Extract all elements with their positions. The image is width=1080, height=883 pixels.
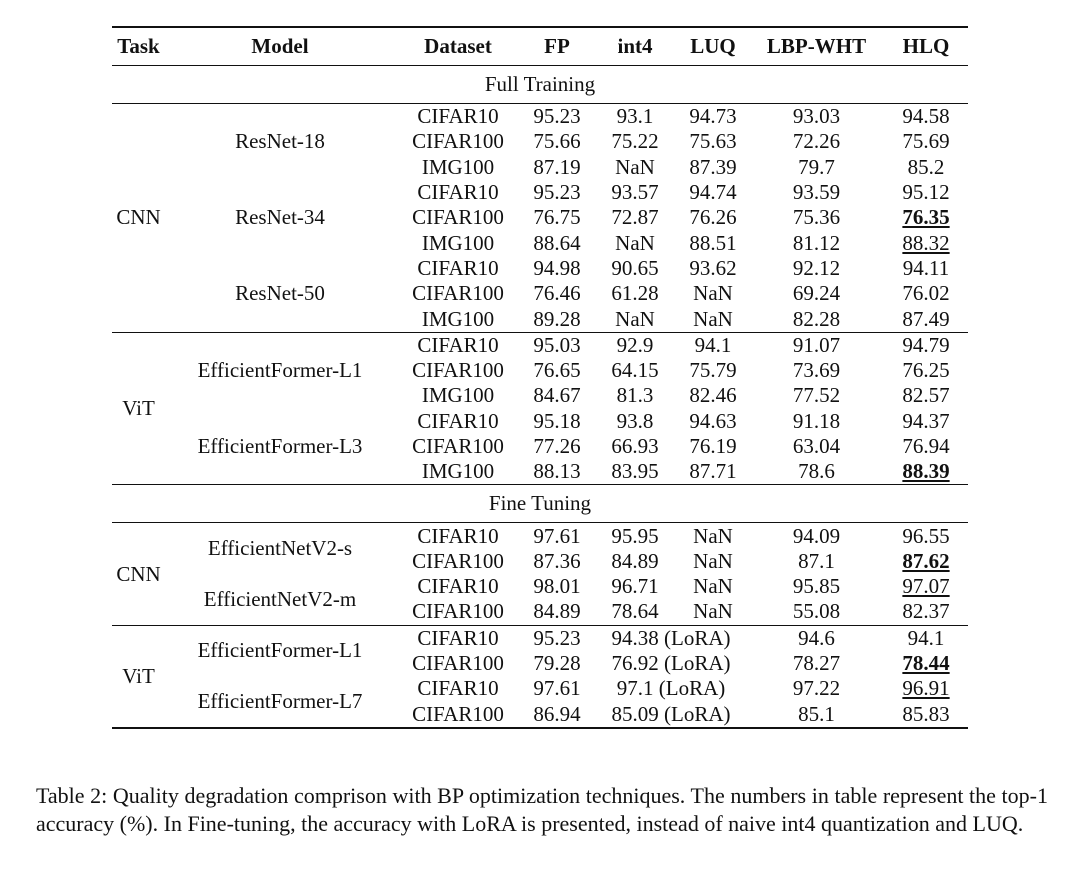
int4-luq-cell: 85.09 (LoRA) (611, 701, 731, 726)
task-cell: CNN (116, 561, 161, 586)
hlq-cell: 76.35 (902, 205, 950, 230)
luq-cell: NaN (693, 599, 733, 624)
hlq-cell: 96.55 (902, 523, 950, 548)
int4-cell: 78.64 (611, 599, 659, 624)
hlq-cell: 94.11 (902, 255, 950, 280)
table-row (112, 332, 968, 358)
model-cell: EfficientNetV2-s (207, 536, 353, 561)
lbp-wht-cell: 91.07 (792, 332, 841, 357)
fp-cell: 89.28 (533, 306, 581, 331)
section-row (112, 485, 968, 523)
fp-cell: 97.61 (533, 523, 581, 548)
header-int4: int4 (617, 34, 653, 58)
table-row (112, 574, 968, 599)
int4-luq-cell: 97.1 (LoRA) (616, 676, 726, 701)
int4-cell: 64.15 (611, 358, 659, 383)
hlq-cell: 85.2 (907, 154, 945, 179)
fp-cell: 95.23 (533, 625, 581, 650)
dataset-cell: CIFAR10 (417, 574, 499, 599)
lbp-wht-cell: 72.26 (792, 129, 841, 154)
luq-cell: 93.62 (689, 255, 737, 280)
int4-cell: 75.22 (611, 129, 659, 154)
int4-cell: 93.57 (611, 180, 659, 205)
int4-cell: 72.87 (611, 205, 659, 230)
dataset-cell: CIFAR10 (417, 523, 499, 548)
lbp-wht-cell: 81.12 (792, 230, 841, 255)
int4-luq-cell: 76.92 (LoRA) (611, 651, 731, 676)
header-row (112, 27, 968, 66)
lbp-wht-cell: 77.52 (792, 383, 841, 408)
table-row (112, 676, 968, 701)
fp-cell: 88.64 (533, 230, 581, 255)
fp-cell: 95.18 (533, 408, 581, 433)
hlq-cell: 82.37 (902, 599, 950, 624)
fp-cell: 75.66 (533, 129, 581, 154)
dataset-cell: CIFAR100 (412, 548, 504, 573)
table-row (112, 180, 968, 205)
dataset-cell: CIFAR10 (417, 104, 499, 129)
luq-cell: 87.39 (689, 154, 737, 179)
lbp-wht-cell: 93.59 (792, 180, 841, 205)
dataset-cell: CIFAR10 (417, 255, 499, 280)
fp-cell: 97.61 (533, 676, 581, 701)
lbp-wht-cell: 95.85 (792, 574, 841, 599)
luq-cell: 76.26 (689, 205, 737, 230)
model-cell: EfficientFormer-L7 (197, 689, 363, 714)
header-task: Task (117, 34, 160, 58)
lbp-wht-cell: 82.28 (792, 306, 841, 331)
model-cell: ResNet-50 (235, 281, 325, 306)
table-row (112, 625, 968, 651)
luq-cell: 76.19 (689, 434, 737, 458)
fp-cell: 84.67 (533, 383, 581, 408)
model-cell: ResNet-18 (235, 129, 325, 154)
fp-cell: 87.19 (533, 154, 581, 179)
int4-cell: 84.89 (611, 548, 659, 573)
lbp-wht-cell: 94.09 (792, 523, 841, 548)
header-fp: FP (544, 34, 570, 58)
hlq-cell: 94.37 (902, 408, 950, 433)
dataset-cell: CIFAR100 (412, 205, 504, 230)
luq-cell: 94.74 (689, 180, 737, 205)
dataset-cell: CIFAR100 (412, 281, 504, 306)
hlq-cell: 76.02 (902, 281, 950, 306)
int4-cell: 95.95 (611, 523, 659, 548)
int4-cell: NaN (615, 154, 655, 179)
fp-cell: 95.23 (533, 180, 581, 205)
luq-cell: 87.71 (689, 459, 737, 484)
lbp-wht-cell: 92.12 (792, 255, 841, 280)
dataset-cell: CIFAR100 (412, 129, 504, 154)
lbp-wht-cell: 94.6 (798, 625, 835, 650)
table-row (112, 523, 968, 549)
fp-cell: 95.03 (533, 332, 581, 357)
dataset-cell: CIFAR10 (417, 180, 499, 205)
luq-cell: 82.46 (689, 383, 737, 408)
dataset-cell: CIFAR100 (412, 358, 504, 383)
task-cell: ViT (122, 396, 155, 421)
luq-cell: NaN (693, 523, 733, 548)
lbp-wht-cell: 55.08 (792, 599, 841, 624)
header-hlq: HLQ (902, 34, 950, 58)
lbp-wht-cell: 79.7 (798, 154, 835, 179)
header-model: Model (251, 34, 309, 58)
dataset-cell: CIFAR100 (412, 434, 504, 458)
int4-cell: 92.9 (616, 332, 654, 357)
model-cell: EfficientFormer-L1 (197, 638, 363, 663)
luq-cell: 75.63 (689, 129, 737, 154)
section-title: Fine Tuning (488, 491, 592, 516)
int4-cell: 90.65 (611, 255, 659, 280)
lbp-wht-cell: 63.04 (792, 434, 841, 458)
dataset-cell: CIFAR10 (417, 408, 499, 433)
lbp-wht-cell: 87.1 (798, 548, 835, 573)
fp-cell: 95.23 (533, 104, 581, 129)
fp-cell: 86.94 (533, 701, 581, 726)
table-header (112, 27, 968, 66)
hlq-cell: 85.83 (902, 701, 950, 726)
header-dataset: Dataset (424, 34, 492, 58)
dataset-cell: IMG100 (421, 230, 495, 255)
model-cell: EfficientFormer-L3 (197, 434, 363, 458)
hlq-cell: 87.49 (902, 306, 950, 331)
lbp-wht-cell: 73.69 (792, 358, 841, 383)
hlq-cell: 82.57 (902, 383, 950, 408)
hlq-cell: 94.79 (902, 332, 950, 357)
luq-cell: 88.51 (689, 230, 737, 255)
int4-cell: 93.1 (616, 104, 654, 129)
fp-cell: 76.65 (533, 358, 581, 383)
fp-cell: 94.98 (533, 255, 581, 280)
int4-cell: NaN (615, 306, 655, 331)
fp-cell: 88.13 (533, 459, 581, 484)
hlq-cell: 87.62 (902, 548, 950, 573)
dataset-cell: IMG100 (421, 154, 495, 179)
hlq-cell: 88.32 (902, 230, 950, 255)
lbp-wht-cell: 78.27 (792, 651, 841, 676)
dataset-cell: CIFAR100 (412, 599, 504, 624)
luq-cell: 94.63 (689, 408, 737, 433)
section-title: Full Training (484, 72, 596, 96)
int4-cell: 83.95 (611, 459, 659, 484)
dataset-cell: IMG100 (421, 459, 495, 484)
dataset-cell: IMG100 (421, 383, 495, 408)
int4-cell: 96.71 (611, 574, 659, 599)
fp-cell: 76.75 (533, 205, 581, 230)
hlq-cell: 96.91 (902, 676, 950, 701)
int4-luq-cell: 94.38 (LoRA) (611, 625, 731, 650)
table-row (112, 104, 968, 130)
table-row (112, 256, 968, 281)
dataset-cell: CIFAR10 (417, 625, 499, 650)
hlq-cell: 76.94 (902, 434, 950, 458)
lbp-wht-cell: 75.36 (792, 205, 841, 230)
fp-cell: 79.28 (533, 651, 581, 676)
luq-cell: 94.73 (689, 104, 737, 129)
hlq-cell: 95.12 (902, 180, 950, 205)
dataset-cell: IMG100 (421, 306, 495, 331)
dataset-cell: CIFAR100 (412, 701, 504, 726)
lbp-wht-cell: 91.18 (792, 408, 841, 433)
luq-cell: NaN (693, 281, 733, 306)
dataset-cell: CIFAR100 (412, 651, 504, 676)
hlq-cell: 78.44 (902, 651, 950, 676)
hlq-cell: 94.1 (907, 625, 945, 650)
model-cell: EfficientFormer-L1 (197, 358, 363, 383)
header-luq: LUQ (690, 34, 736, 58)
hlq-cell: 76.25 (902, 358, 950, 383)
luq-cell: 94.1 (694, 332, 732, 357)
lbp-wht-cell: 93.03 (792, 104, 841, 129)
luq-cell: NaN (693, 574, 733, 599)
fp-cell: 77.26 (533, 434, 581, 458)
int4-cell: NaN (615, 230, 655, 255)
lbp-wht-cell: 69.24 (792, 281, 841, 306)
table-row (112, 409, 968, 434)
lbp-wht-cell: 78.6 (798, 459, 835, 484)
task-cell: ViT (122, 663, 155, 688)
lbp-wht-cell: 85.1 (798, 701, 835, 726)
section-row (112, 66, 968, 104)
fp-cell: 98.01 (533, 574, 581, 599)
luq-cell: 75.79 (689, 358, 737, 383)
lbp-wht-cell: 97.22 (792, 676, 841, 701)
luq-cell: NaN (693, 306, 733, 331)
fp-cell: 84.89 (533, 599, 581, 624)
dataset-cell: CIFAR10 (417, 332, 499, 357)
model-cell: EfficientNetV2-m (203, 586, 357, 611)
int4-cell: 66.93 (611, 434, 659, 458)
int4-cell: 81.3 (616, 383, 654, 408)
hlq-cell: 88.39 (902, 459, 950, 484)
table-caption: Table 2: Quality degradation comprison with BP optimization techniques. The numbers in table represent the top-1 accuracy (%). In Fine-tuning, the accuracy with LoRA is presented, instead of naive int4 quantization and LUQ. (36, 783, 1048, 836)
table-body (112, 66, 968, 728)
int4-cell: 61.28 (611, 281, 659, 306)
hlq-cell: 75.69 (902, 129, 950, 154)
results-table (112, 26, 968, 729)
dataset-cell: CIFAR10 (417, 676, 499, 701)
task-cell: CNN (116, 205, 161, 230)
model-cell: ResNet-34 (235, 205, 325, 230)
hlq-cell: 97.07 (902, 574, 950, 599)
fp-cell: 87.36 (533, 548, 581, 573)
int4-cell: 93.8 (616, 408, 654, 433)
hlq-cell: 94.58 (902, 104, 950, 129)
header-lbp-wht: LBP-WHT (766, 34, 867, 58)
luq-cell: NaN (693, 548, 733, 573)
fp-cell: 76.46 (533, 281, 581, 306)
